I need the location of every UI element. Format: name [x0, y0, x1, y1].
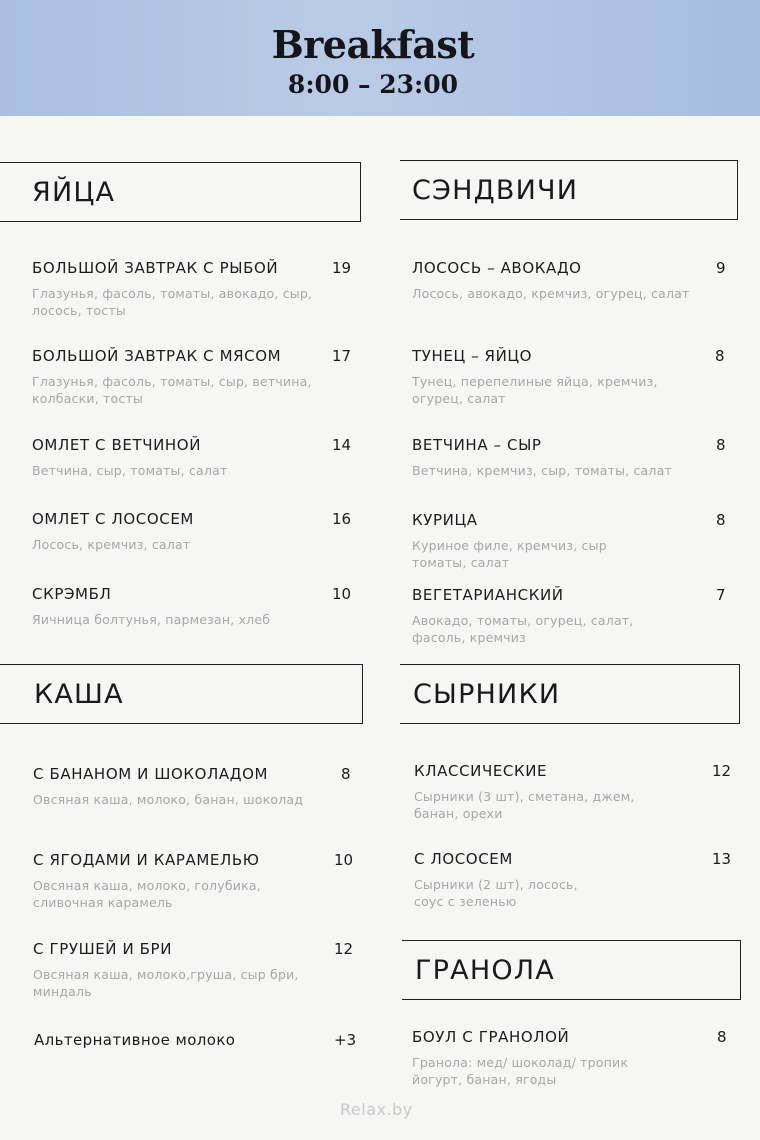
item-price: 8	[717, 1028, 727, 1046]
item-price: 8	[341, 765, 351, 783]
item-name: БОУЛ С ГРАНОЛОЙ	[412, 1028, 570, 1046]
item-name: ТУНЕЦ – ЯЙЦО	[412, 347, 533, 365]
item-name: С ГРУШЕЙ И БРИ	[33, 940, 173, 958]
item-description: Куриное филе, кремчиз, сыр томаты, салат	[412, 538, 607, 570]
item-name: СКРЭМБЛ	[32, 585, 112, 603]
menu-title: Breakfast	[271, 22, 475, 67]
item-price: 12	[334, 940, 354, 958]
item-price: 8	[716, 436, 726, 454]
item-description: Овсяная каша, молоко, голубика, сливочная карамель	[33, 878, 261, 910]
section-eggs-title: ЯЙЦА	[32, 176, 116, 208]
item-description: Ветчина, кремчиз, сыр, томаты, салат	[412, 463, 672, 478]
section-granola-title: ГРАНОЛА	[415, 954, 555, 986]
item-name: БОЛЬШОЙ ЗАВТРАК С РЫБОЙ	[32, 259, 279, 277]
item-name: С ЛОСОСЕМ	[414, 850, 513, 868]
item-price: 14	[332, 436, 352, 454]
item-name: ОМЛЕТ С ЛОСОСЕМ	[32, 510, 194, 528]
item-price: 7	[716, 586, 726, 604]
section-sandwiches-header	[400, 160, 738, 220]
item-description: Авокадо, томаты, огурец, салат, фасоль, кремчиз	[412, 613, 634, 645]
item-name: ВЕГЕТАРИАНСКИЙ	[412, 586, 564, 604]
item-price: 8	[716, 511, 726, 529]
item-description: Гранола: мед/ шоколад/ тропик йогурт, банан, ягоды	[412, 1055, 629, 1087]
item-price: +3	[334, 1031, 357, 1049]
section-porridge-title: КАША	[34, 678, 124, 710]
item-price: 8	[715, 347, 725, 365]
item-description: Овсяная каша, молоко,груша, сыр бри, миндаль	[33, 967, 299, 999]
item-description: Сырники (3 шт), сметана, джем, банан, орехи	[414, 789, 635, 821]
item-description: Тунец, перепелиные яйца, кремчиз, огурец, салат	[412, 374, 658, 406]
item-name: ОМЛЕТ С ВЕТЧИНОЙ	[32, 436, 202, 454]
item-name: С БАНАНОМ И ШОКОЛАДОМ	[33, 765, 269, 783]
item-name: ЛОСОСЬ – АВОКАДО	[412, 259, 582, 277]
section-granola-header	[402, 940, 741, 1000]
item-price: 17	[332, 347, 352, 365]
item-price: 12	[712, 762, 732, 780]
item-name: С ЯГОДАМИ И КАРАМЕЛЬЮ	[33, 851, 260, 869]
item-description: Лосось, авокадо, кремчиз, огурец, салат	[412, 286, 690, 301]
opening-hours: 8:00 – 23:00	[287, 70, 459, 99]
watermark: Relax.by	[340, 1100, 413, 1119]
item-name: КУРИЦА	[412, 511, 478, 529]
item-description: Ветчина, сыр, томаты, салат	[32, 463, 228, 478]
item-price: 10	[334, 851, 354, 869]
section-sandwiches-title: СЭНДВИЧИ	[412, 174, 579, 206]
item-description: Лосось, кремчиз, салат	[32, 537, 191, 552]
section-syrniki-header	[400, 664, 740, 724]
item-price: 10	[332, 585, 352, 603]
item-description: Глазунья, фасоль, томаты, сыр, ветчина, колбаски, тосты	[32, 374, 312, 406]
section-syrniki-title: СЫРНИКИ	[413, 678, 561, 710]
item-description: Глазунья, фасоль, томаты, авокадо, сыр, лосось, тосты	[32, 286, 313, 318]
item-price: 16	[332, 510, 352, 528]
item-name: ВЕТЧИНА – СЫР	[412, 436, 542, 454]
item-price: 13	[712, 850, 732, 868]
section-porridge-header	[0, 664, 363, 724]
item-name: КЛАССИЧЕСКИЕ	[414, 762, 548, 780]
item-description: Сырники (2 шт), лосось, соус с зеленью	[414, 877, 578, 909]
item-description: Яичница болтунья, пармезан, хлеб	[32, 612, 271, 627]
item-name: БОЛЬШОЙ ЗАВТРАК С МЯСОМ	[32, 347, 282, 365]
item-description: Овсяная каша, молоко, банан, шоколад	[33, 792, 304, 807]
item-price: 19	[332, 259, 352, 277]
header-banner	[0, 0, 760, 116]
item-price: 9	[716, 259, 726, 277]
item-name: Альтернативное молоко	[34, 1031, 236, 1049]
section-eggs-header	[0, 162, 361, 222]
